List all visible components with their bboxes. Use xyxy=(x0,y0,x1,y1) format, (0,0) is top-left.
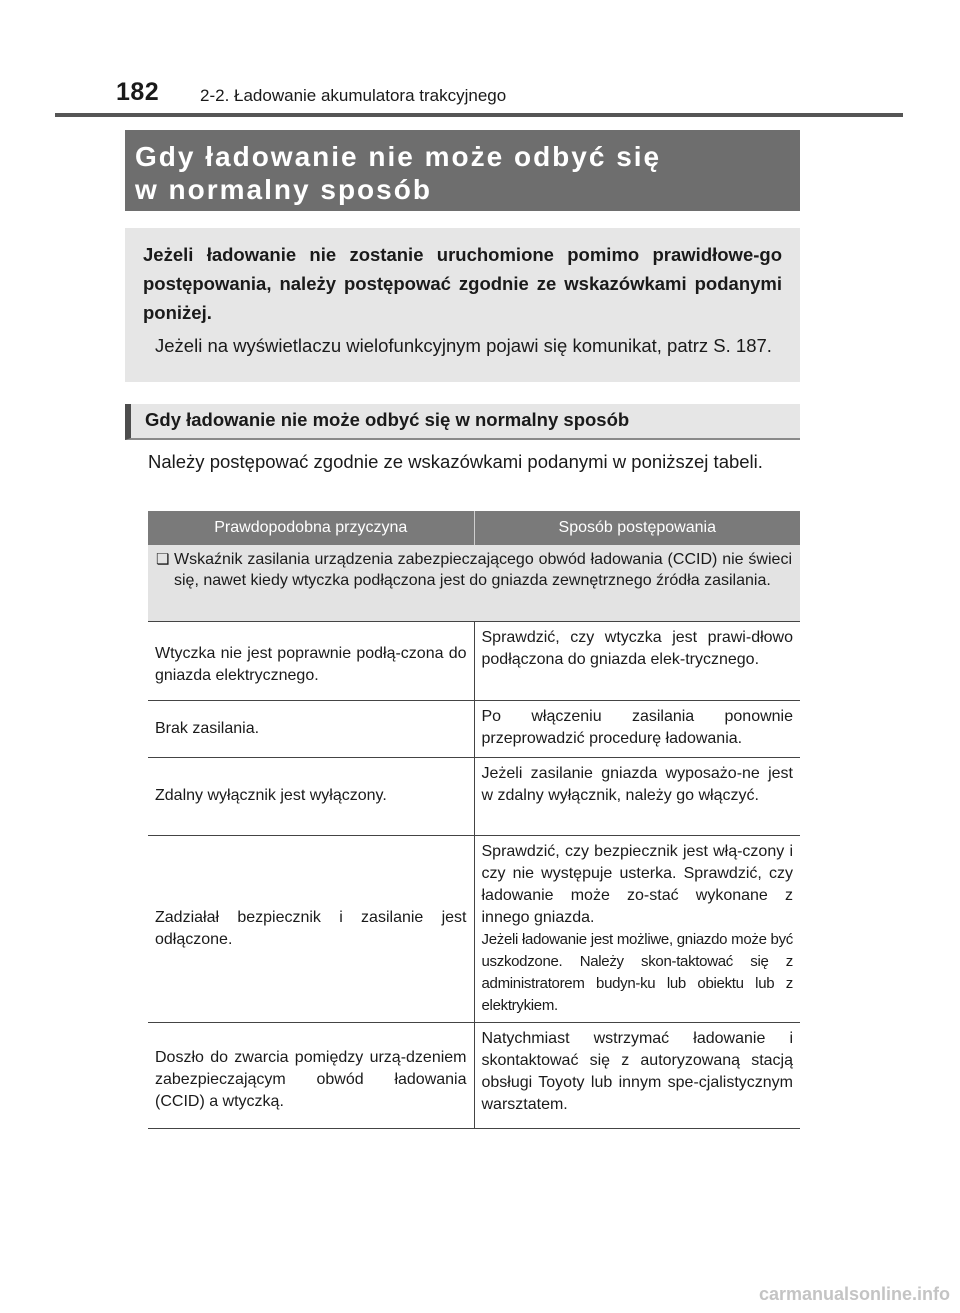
header-rule xyxy=(55,113,903,117)
cause-cell: Zadziałał bezpiecznik i zasilanie jest odłączone. xyxy=(148,835,474,1022)
remedy-cell: Jeżeli zasilanie gniazda wyposażo-ne jest w zdalny wyłącznik, należy go włączyć. xyxy=(474,757,800,835)
table-row xyxy=(148,757,800,835)
cause-cell: Brak zasilania. xyxy=(148,700,474,757)
title-line-1: Gdy ładowanie nie może odbyć się xyxy=(135,141,662,172)
header-remedy: Sposób postępowania xyxy=(474,511,800,545)
remedy-cell: Natychmiast wstrzymać ładowanie i skontaktować się z autoryzowaną stacją obsługi Toyoty lub innym spe-cjalistycznym warsztatem. xyxy=(474,1022,800,1128)
cause-cell: Wtyczka nie jest poprawnie podłą-czona do gniazda elektrycznego. xyxy=(148,621,474,700)
table-row xyxy=(148,1022,800,1128)
title-line-2: w normalny sposób xyxy=(135,174,432,205)
condition-row xyxy=(148,545,800,621)
checkbox-marker-icon: ❏ xyxy=(156,551,170,568)
watermark: carmanualsonline.info xyxy=(758,1284,950,1304)
condition-text: Wskaźnik zasilania urządzenia zabezpieczającego obwód ładowania (CCID) nie świeci się, nawet kiedy wtyczka podłączona jest do gniazda zewnętrznego źródła zasilania. xyxy=(174,551,792,589)
table-row xyxy=(148,621,800,700)
table-header-row xyxy=(148,511,800,545)
header-cause: Prawdopodobna przyczyna xyxy=(148,511,474,545)
intro-box xyxy=(125,228,800,382)
subheading: Gdy ładowanie nie może odbyć się w normalny sposób xyxy=(125,404,800,440)
section-reference: 2-2. Ładowanie akumulatora trakcyjnego xyxy=(200,86,507,105)
condition-cell xyxy=(148,545,800,621)
table-row xyxy=(148,835,800,1022)
intro-note: Jeżeli na wyświetlaczu wielofunkcyjnym pojawi się komunikat, patrz S. 187. xyxy=(155,335,772,356)
title-box xyxy=(125,130,800,211)
intro-bold-text: Jeżeli ładowanie nie zostanie uruchomione pomimo prawidłowe-go postępowania, należy postępować zgodnie ze wskazówkami podanymi poniżej. xyxy=(143,244,782,323)
remedy-cell: Sprawdzić, czy wtyczka jest prawi-dłowo podłączona do gniazda elek-trycznego. xyxy=(474,621,800,700)
remedy-text: Sprawdzić, czy bezpiecznik jest włą-czony i czy nie występuje usterka. Sprawdzić, czy ładowanie może zo-stać wykonane z innego gniazda. xyxy=(481,842,793,926)
body-text: Należy postępować zgodnie ze wskazówkami podanymi w poniższej tabeli. xyxy=(148,451,763,472)
cause-cell: Zdalny wyłącznik jest wyłączony. xyxy=(148,757,474,835)
cause-cell: Doszło do zwarcia pomiędzy urzą-dzeniem zabezpieczającym obwód ładowania (CCID) a wtyczką. xyxy=(148,1022,474,1128)
remedy-note: Jeżeli ładowanie jest możliwe, gniazdo może być uszkodzone. Należy skon-taktować się z administratorem budyn-ku lub obiektu lub z elektrykiem. xyxy=(481,930,793,1014)
remedy-cell xyxy=(474,835,800,1022)
page-number: 182 xyxy=(116,78,160,106)
table-row xyxy=(148,700,800,757)
troubleshooting-table xyxy=(148,511,800,1129)
remedy-cell: Po włączeniu zasilania ponownie przeprowadzić procedurę ładowania. xyxy=(474,700,800,757)
